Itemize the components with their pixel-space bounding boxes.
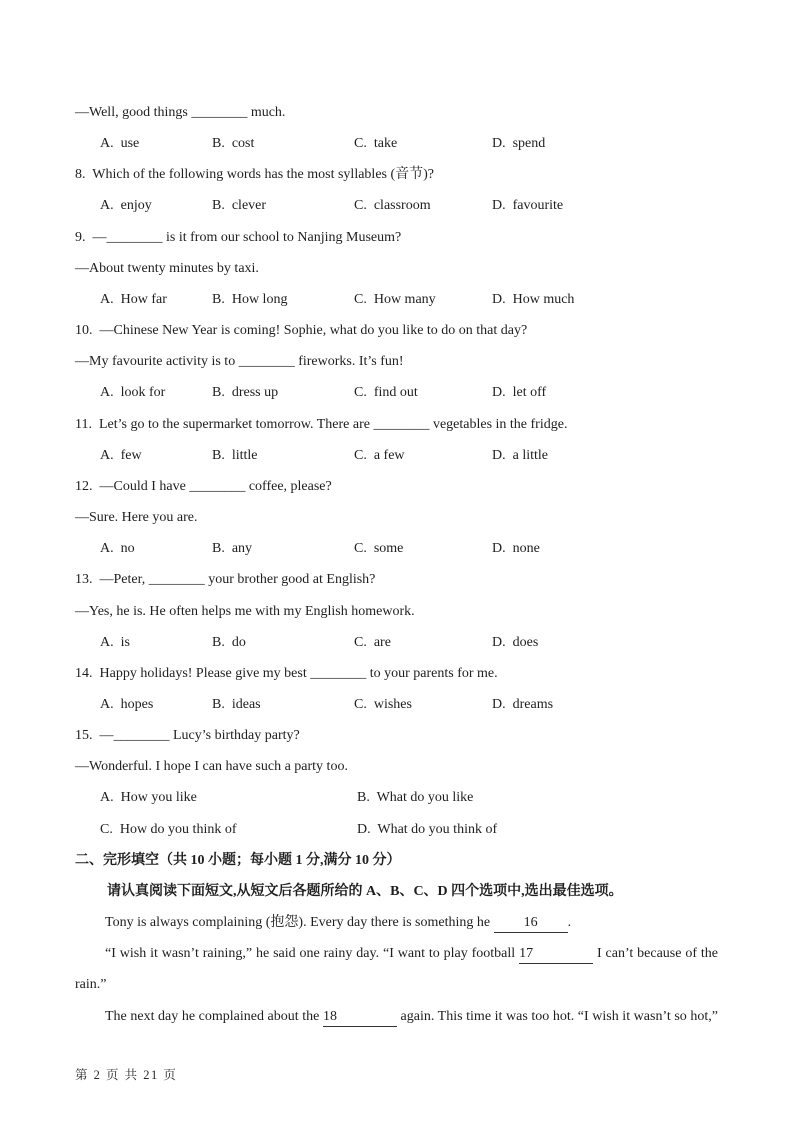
option-item: D. let off [492, 385, 547, 401]
q10-reply-line [75, 346, 718, 377]
section2-heading [75, 845, 718, 876]
q12-stem-line [75, 471, 718, 502]
q8-stem-line [75, 159, 718, 190]
option-item: B. ideas [212, 696, 261, 712]
q15-options-row-ab [75, 782, 718, 813]
text-run: —Sure. Here you are. [75, 510, 198, 526]
text-run: rain.” [75, 977, 107, 993]
text-run: —Yes, he is. He often helps me with my English homework. [75, 603, 415, 619]
option-item: A. few [100, 447, 142, 463]
text-run: —About twenty minutes by taxi. [75, 260, 259, 276]
q9-options-row [75, 284, 718, 315]
text-run: 13. —Peter, ________ your brother good at English? [75, 572, 376, 588]
option-item: A. is [100, 634, 130, 650]
option-item: C. How do you think of [100, 821, 237, 837]
cloze-line-4 [75, 1001, 718, 1032]
option-item: A. How you like [100, 790, 197, 806]
q13-stem-line [75, 564, 718, 595]
text-run: 二、完形填空（共 10 小题；每小题 1 分,满分 10 分） [75, 852, 401, 868]
q14-stem-line [75, 658, 718, 689]
option-item: C. some [354, 541, 404, 557]
text-run: 8. Which of the following words has the most syllables (音节)? [75, 167, 435, 183]
text-run: 14. Happy holidays! Please give my best ________ to your parents for me. [75, 665, 498, 681]
option-item: B. do [212, 634, 246, 650]
text-run: 10. —Chinese New Year is coming! Sophie, what do you like to do on that day? [75, 323, 528, 339]
option-item: D. spend [492, 136, 546, 152]
option-item: C. wishes [354, 696, 412, 712]
text-run: . [567, 915, 572, 931]
cloze-line-2 [75, 938, 718, 969]
q10-options-row [75, 377, 718, 408]
option-item: A. enjoy [100, 198, 152, 214]
text-run: Tony is always complaining (抱怨). Every day there is something he [105, 915, 494, 931]
numbered-blank: 17 [519, 945, 593, 964]
option-item: D. favourite [492, 198, 564, 214]
section2-instructions [75, 876, 718, 907]
q10-stem-line [75, 315, 718, 346]
option-item: D. does [492, 634, 539, 650]
option-item: C. take [354, 136, 398, 152]
q7-options-row [75, 128, 718, 159]
q15-reply-line [75, 751, 718, 782]
option-item: B. dress up [212, 385, 279, 401]
text-run: again. This time it was too hot. “I wish it wasn’t so hot,” [396, 1008, 718, 1024]
option-item: D. dreams [492, 696, 554, 712]
text-run: 12. —Could I have ________ coffee, please? [75, 478, 332, 494]
q9-reply-line [75, 253, 718, 284]
q9-stem-line [75, 222, 718, 253]
option-item: C. find out [354, 385, 418, 401]
option-item: C. How many [354, 291, 436, 307]
text-run: 9. —________ is it from our school to Nanjing Museum? [75, 229, 402, 245]
text-run: —My favourite activity is to ________ fireworks. It’s fun! [75, 354, 404, 370]
text-run: —Wonderful. I hope I can have such a party too. [75, 759, 348, 775]
option-item: A. hopes [100, 696, 154, 712]
q12-reply-line [75, 502, 718, 533]
cloze-line-3 [75, 969, 718, 1000]
numbered-blank: 16 [494, 914, 568, 933]
option-item: B. any [212, 541, 253, 557]
option-item: D. a little [492, 447, 548, 463]
option-item: B. clever [212, 198, 267, 214]
option-item: A. look for [100, 385, 166, 401]
option-item: D. How much [492, 291, 575, 307]
option-item: A. no [100, 541, 135, 557]
option-item: C. are [354, 634, 391, 650]
option-item: B. What do you like [357, 790, 474, 806]
option-item: D. none [492, 541, 540, 557]
text-run: 15. —________ Lucy’s birthday party? [75, 728, 300, 744]
text-run: “I wish it wasn’t raining,” he said one rainy day. “I want to play football [105, 946, 520, 962]
q11-options-row [75, 440, 718, 471]
text-run: 11. Let’s go to the supermarket tomorrow. There are ________ vegetables in the fridge. [75, 416, 568, 432]
option-item: D. What do you think of [357, 821, 498, 837]
q12-options-row [75, 533, 718, 564]
q13-reply-line [75, 596, 718, 627]
option-item: B. cost [212, 136, 255, 152]
q11-stem-line [75, 409, 718, 440]
option-item: B. How long [212, 291, 288, 307]
text-run: The next day he complained about the [105, 1008, 323, 1024]
option-item: A. use [100, 136, 140, 152]
q14-options-row [75, 689, 718, 720]
q7-reply-line [75, 97, 718, 128]
text-run: 请认真阅读下面短文,从短文后各题所给的 A、B、C、D 四个选项中,选出最佳选项。 [107, 883, 623, 899]
text-run: —Well, good things ________ much. [75, 105, 286, 120]
content [75, 97, 718, 1032]
footer-page-number: 第 2 页 共 21 页 [75, 1068, 178, 1082]
q13-options-row [75, 627, 718, 658]
q15-options-row-cd [75, 814, 718, 845]
option-item: B. little [212, 447, 258, 463]
q8-options-row [75, 190, 718, 221]
text-run: I can’t because of the [593, 946, 718, 962]
option-item: C. classroom [354, 198, 431, 214]
cloze-line-1 [75, 907, 718, 938]
numbered-blank: 18 [323, 1008, 397, 1027]
option-item: C. a few [354, 447, 405, 463]
option-item: A. How far [100, 291, 167, 307]
q15-stem-line [75, 720, 718, 751]
